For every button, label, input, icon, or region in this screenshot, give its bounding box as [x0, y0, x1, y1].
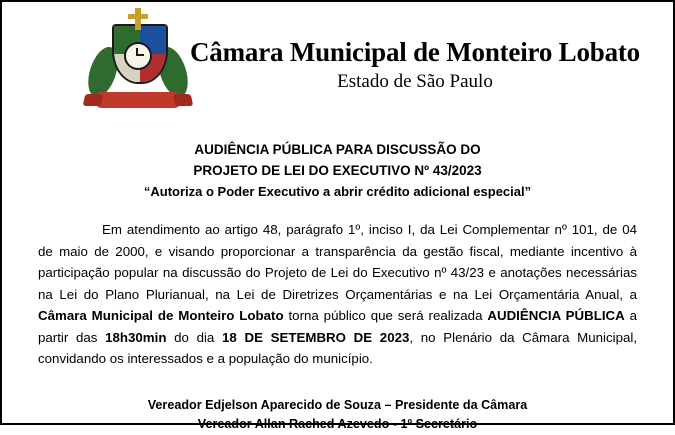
institution-title: Câmara Municipal de Monteiro Lobato [190, 37, 640, 68]
document-title-line-2: PROJETO DE LEI DO EXECUTIVO Nº 43/2023 [193, 162, 482, 178]
body-part-3: a partir das [38, 308, 637, 345]
signature-block [38, 396, 637, 435]
document-inner-frame [10, 10, 665, 432]
document-title-line-3: “Autoriza o Poder Executivo a abrir crédito adicional especial” [143, 183, 532, 199]
document-body [38, 219, 637, 370]
crest-clock-icon [124, 42, 152, 70]
body-emphasis-2: AUDIÊNCIA PÚBLICA [487, 308, 625, 324]
document-title-line-1: AUDIÊNCIA PÚBLICA PARA DISCUSSÃO DO [194, 142, 481, 157]
body-emphasis-4: 18 DE SETEMBRO DE 2023 [222, 329, 410, 345]
body-emphasis-1: Câmara Municipal de Monteiro Lobato [38, 308, 284, 324]
crest-cross-icon [135, 8, 141, 30]
document-title-block [38, 140, 637, 202]
crest-ribbon-icon [94, 92, 182, 108]
signature-line-secretary: Vereador Allan Rached Azevedo - 1º Secretário [197, 417, 478, 432]
header-text-block [190, 38, 674, 93]
municipal-coat-of-arms-icon [86, 20, 190, 112]
body-part-2: torna público que será realizada [283, 308, 488, 324]
body-part-5: , no Plenário da Câmara Municipal, convidando os interessados e a população do município. [38, 329, 638, 367]
signature-line-president: Vereador Edjelson Aparecido de Souza – Presidente da Câmara [147, 397, 528, 412]
document-header [38, 18, 640, 114]
body-part-1: Em atendimento ao artigo 48, parágrafo 1º, inciso I, da Lei Complementar nº 101, de 04 de maio de 2000, e visando proporcionar a transparência da gestão fiscal, mediante incentivo à participação popular na discussão do Projeto de Lei do Executivo nº 43/23 e anotações necessárias na Lei do Plano Plurianual, na Lei de Diretrizes Orçamentárias e na Lei Orçamentária Anual, a [38, 221, 637, 302]
body-part-4: do dia [166, 329, 223, 345]
body-emphasis-3: 18h30min [105, 329, 167, 345]
institution-subtitle: Estado de São Paulo [337, 70, 493, 92]
